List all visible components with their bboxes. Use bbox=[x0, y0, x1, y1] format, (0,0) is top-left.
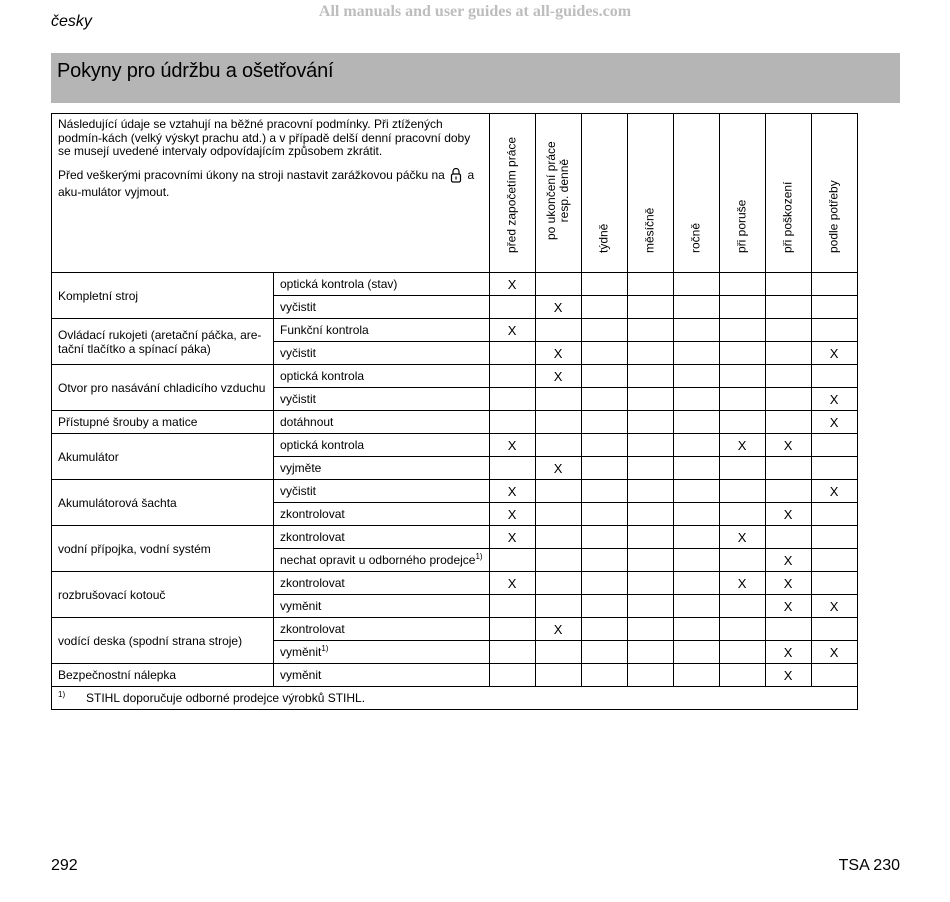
interval-mark-cell: X bbox=[719, 434, 765, 457]
header-row bbox=[52, 114, 858, 273]
action-text: dotáhnout bbox=[280, 415, 334, 429]
interval-column-header bbox=[535, 114, 581, 273]
interval-mark-cell: X bbox=[765, 572, 811, 595]
page-number: 292 bbox=[51, 857, 78, 874]
interval-mark-cell bbox=[535, 641, 581, 664]
interval-header-line: týdně bbox=[596, 223, 611, 253]
interval-mark-cell bbox=[811, 365, 857, 388]
action-cell bbox=[274, 641, 490, 664]
interval-mark-cell bbox=[489, 296, 535, 319]
interval-mark-cell: X bbox=[489, 526, 535, 549]
action-text: optická kontrola bbox=[280, 438, 365, 452]
table-row bbox=[52, 526, 858, 549]
interval-mark-cell bbox=[535, 480, 581, 503]
interval-mark-cell bbox=[535, 526, 581, 549]
interval-mark-cell bbox=[627, 319, 673, 342]
interval-mark-cell bbox=[765, 296, 811, 319]
action-cell bbox=[274, 664, 490, 687]
interval-mark-cell bbox=[627, 595, 673, 618]
interval-mark-cell: X bbox=[765, 595, 811, 618]
interval-mark-cell bbox=[627, 480, 673, 503]
interval-header-text bbox=[828, 180, 841, 253]
intro-paragraph-1: Následující údaje se vztahují na běžné pracovní podmínky. Při ztížených podmín-kách (velký výskyt prachu atd.) a v případě delší denní pracovní doby se musejí uvedené intervaly odpovídajícím způsobem zkrátit. bbox=[58, 117, 471, 158]
action-cell bbox=[274, 480, 490, 503]
interval-mark-cell bbox=[811, 319, 857, 342]
interval-mark-cell bbox=[673, 388, 719, 411]
component-cell: Ovládací rukojeti (aretační páčka, are-tační tlačítko a spínací páka) bbox=[52, 319, 274, 365]
interval-mark-cell bbox=[811, 296, 857, 319]
action-text: Funkční kontrola bbox=[280, 323, 369, 337]
action-text: zkontrolovat bbox=[280, 576, 345, 590]
interval-mark-cell bbox=[811, 434, 857, 457]
interval-mark-cell bbox=[673, 595, 719, 618]
action-cell bbox=[274, 273, 490, 296]
interval-mark-cell bbox=[765, 480, 811, 503]
interval-mark-cell bbox=[765, 388, 811, 411]
component-cell: Kompletní stroj bbox=[52, 273, 274, 319]
interval-mark-cell bbox=[719, 457, 765, 480]
interval-header-text bbox=[644, 208, 657, 253]
interval-mark-cell bbox=[627, 411, 673, 434]
interval-mark-cell: X bbox=[535, 365, 581, 388]
interval-mark-cell bbox=[627, 526, 673, 549]
interval-mark-cell: X bbox=[765, 664, 811, 687]
interval-mark-cell bbox=[581, 457, 627, 480]
interval-mark-cell bbox=[673, 365, 719, 388]
interval-header-line: po ukončení práce bbox=[544, 141, 559, 240]
interval-mark-cell bbox=[627, 342, 673, 365]
action-text: vyčistit bbox=[280, 484, 316, 498]
interval-mark-cell bbox=[627, 457, 673, 480]
interval-column-header bbox=[489, 114, 535, 273]
interval-mark-cell: X bbox=[811, 480, 857, 503]
interval-mark-cell bbox=[765, 342, 811, 365]
interval-mark-cell: X bbox=[489, 273, 535, 296]
interval-mark-cell bbox=[673, 503, 719, 526]
interval-mark-cell: X bbox=[535, 342, 581, 365]
interval-mark-cell: X bbox=[719, 572, 765, 595]
interval-mark-cell bbox=[581, 572, 627, 595]
interval-mark-cell bbox=[673, 526, 719, 549]
interval-mark-cell bbox=[765, 457, 811, 480]
action-text: vyměnit bbox=[280, 599, 322, 613]
interval-mark-cell bbox=[673, 273, 719, 296]
action-cell bbox=[274, 342, 490, 365]
interval-mark-cell bbox=[535, 549, 581, 572]
action-cell bbox=[274, 595, 490, 618]
interval-mark-cell bbox=[489, 365, 535, 388]
table-row bbox=[52, 411, 858, 434]
action-text: vyčistit bbox=[280, 392, 316, 406]
action-text: vyčistit bbox=[280, 346, 316, 360]
interval-mark-cell bbox=[811, 618, 857, 641]
interval-mark-cell bbox=[673, 342, 719, 365]
page-title: Pokyny pro údržbu a ošetřování bbox=[57, 60, 334, 82]
interval-mark-cell bbox=[811, 503, 857, 526]
action-text: zkontrolovat bbox=[280, 622, 345, 636]
interval-header-line: podle potřeby bbox=[826, 180, 841, 253]
table-row bbox=[52, 273, 858, 296]
footnote-ref: 1) bbox=[321, 644, 329, 653]
interval-mark-cell bbox=[765, 365, 811, 388]
interval-mark-cell: X bbox=[535, 296, 581, 319]
interval-mark-cell bbox=[489, 664, 535, 687]
maintenance-table bbox=[51, 113, 858, 710]
action-cell bbox=[274, 296, 490, 319]
action-text: optická kontrola bbox=[280, 369, 365, 383]
action-text: vyčistit bbox=[280, 300, 316, 314]
table-row bbox=[52, 480, 858, 503]
interval-mark-cell: X bbox=[765, 503, 811, 526]
interval-mark-cell bbox=[581, 388, 627, 411]
action-cell bbox=[274, 526, 490, 549]
interval-mark-cell bbox=[811, 526, 857, 549]
intro-paragraph-2: Před veškerými pracovními úkony na stroji nastavit zarážkovou páčku na a aku-mulátor vyjmout. bbox=[58, 167, 475, 199]
interval-mark-cell: X bbox=[811, 595, 857, 618]
interval-column-header bbox=[627, 114, 673, 273]
interval-mark-cell bbox=[489, 549, 535, 572]
interval-mark-cell bbox=[581, 549, 627, 572]
interval-header-line: před započetím práce bbox=[504, 136, 519, 253]
language-label: česky bbox=[51, 13, 92, 30]
table-row bbox=[52, 434, 858, 457]
intro-cell bbox=[52, 114, 490, 273]
interval-column-header bbox=[811, 114, 857, 273]
title-bar bbox=[51, 53, 900, 103]
interval-mark-cell bbox=[673, 457, 719, 480]
interval-mark-cell: X bbox=[765, 434, 811, 457]
interval-mark-cell bbox=[581, 296, 627, 319]
interval-header-line: měsíčně bbox=[642, 207, 657, 253]
interval-mark-cell bbox=[765, 526, 811, 549]
interval-mark-cell bbox=[811, 457, 857, 480]
interval-mark-cell bbox=[581, 480, 627, 503]
interval-mark-cell bbox=[535, 572, 581, 595]
interval-mark-cell bbox=[535, 434, 581, 457]
interval-mark-cell bbox=[673, 572, 719, 595]
interval-mark-cell bbox=[489, 388, 535, 411]
interval-mark-cell bbox=[719, 411, 765, 434]
interval-mark-cell bbox=[535, 319, 581, 342]
component-cell: Bezpečnostní nálepka bbox=[52, 664, 274, 687]
action-text: vyjměte bbox=[280, 461, 322, 475]
interval-mark-cell bbox=[765, 618, 811, 641]
action-cell bbox=[274, 618, 490, 641]
interval-mark-cell: X bbox=[535, 618, 581, 641]
interval-mark-cell bbox=[673, 296, 719, 319]
interval-mark-cell bbox=[535, 411, 581, 434]
interval-mark-cell: X bbox=[489, 503, 535, 526]
interval-mark-cell bbox=[535, 595, 581, 618]
padlock-icon bbox=[450, 167, 462, 187]
interval-mark-cell: X bbox=[811, 641, 857, 664]
interval-mark-cell bbox=[627, 549, 673, 572]
interval-mark-cell bbox=[581, 664, 627, 687]
model-name: TSA 230 bbox=[838, 857, 900, 874]
interval-mark-cell bbox=[719, 365, 765, 388]
interval-mark-cell bbox=[581, 618, 627, 641]
interval-mark-cell bbox=[581, 503, 627, 526]
interval-mark-cell bbox=[489, 411, 535, 434]
action-text: nechat opravit u odborného prodejce bbox=[280, 553, 476, 567]
interval-mark-cell bbox=[627, 365, 673, 388]
interval-header-line: ročně bbox=[688, 222, 703, 253]
interval-mark-cell bbox=[581, 595, 627, 618]
action-cell bbox=[274, 457, 490, 480]
interval-mark-cell bbox=[627, 273, 673, 296]
interval-mark-cell bbox=[673, 480, 719, 503]
interval-mark-cell: X bbox=[765, 641, 811, 664]
interval-mark-cell: X bbox=[811, 388, 857, 411]
action-cell bbox=[274, 572, 490, 595]
interval-mark-cell bbox=[673, 549, 719, 572]
action-cell bbox=[274, 434, 490, 457]
interval-mark-cell bbox=[581, 273, 627, 296]
interval-mark-cell bbox=[673, 319, 719, 342]
interval-mark-cell: X bbox=[811, 342, 857, 365]
watermark: All manuals and user guides at all-guides.com bbox=[318, 3, 632, 20]
interval-mark-cell bbox=[581, 434, 627, 457]
interval-header-text bbox=[782, 182, 795, 253]
interval-header-text bbox=[545, 141, 571, 240]
action-text: zkontrolovat bbox=[280, 507, 345, 521]
interval-mark-cell bbox=[765, 411, 811, 434]
interval-mark-cell bbox=[673, 411, 719, 434]
interval-mark-cell bbox=[581, 365, 627, 388]
interval-mark-cell bbox=[627, 388, 673, 411]
interval-column-header bbox=[719, 114, 765, 273]
action-cell bbox=[274, 365, 490, 388]
interval-mark-cell: X bbox=[489, 434, 535, 457]
action-text: zkontrolovat bbox=[280, 530, 345, 544]
component-cell: Akumulátorová šachta bbox=[52, 480, 274, 526]
interval-mark-cell bbox=[673, 664, 719, 687]
interval-mark-cell bbox=[627, 641, 673, 664]
interval-header-line: při poruše bbox=[734, 199, 749, 253]
interval-mark-cell bbox=[673, 618, 719, 641]
interval-mark-cell bbox=[811, 572, 857, 595]
interval-mark-cell bbox=[811, 664, 857, 687]
interval-mark-cell bbox=[811, 549, 857, 572]
interval-header-line: resp. denně bbox=[557, 158, 572, 223]
interval-mark-cell bbox=[765, 273, 811, 296]
component-cell: Akumulátor bbox=[52, 434, 274, 480]
interval-mark-cell bbox=[719, 618, 765, 641]
interval-mark-cell bbox=[581, 526, 627, 549]
interval-mark-cell bbox=[673, 641, 719, 664]
action-cell bbox=[274, 549, 490, 572]
interval-mark-cell bbox=[627, 296, 673, 319]
interval-header-text bbox=[506, 137, 519, 253]
interval-mark-cell: X bbox=[811, 411, 857, 434]
interval-mark-cell bbox=[719, 480, 765, 503]
interval-mark-cell bbox=[535, 388, 581, 411]
footnote-cell: $^{1)}$ STIHL doporučuje odborné prodejce výrobků STIHL. bbox=[52, 687, 858, 710]
interval-mark-cell bbox=[627, 664, 673, 687]
interval-mark-cell bbox=[719, 319, 765, 342]
interval-header-text bbox=[736, 200, 749, 253]
interval-header-text bbox=[690, 223, 703, 253]
action-cell bbox=[274, 503, 490, 526]
interval-mark-cell bbox=[581, 411, 627, 434]
interval-mark-cell bbox=[719, 273, 765, 296]
interval-header-line: při poškození bbox=[780, 181, 795, 253]
table-row bbox=[52, 319, 858, 342]
interval-mark-cell bbox=[719, 296, 765, 319]
interval-mark-cell bbox=[719, 342, 765, 365]
interval-column-header bbox=[581, 114, 627, 273]
action-cell bbox=[274, 319, 490, 342]
interval-mark-cell bbox=[489, 618, 535, 641]
interval-mark-cell bbox=[765, 319, 811, 342]
interval-mark-cell bbox=[719, 664, 765, 687]
interval-column-header bbox=[765, 114, 811, 273]
interval-mark-cell: X bbox=[765, 549, 811, 572]
interval-column-header bbox=[673, 114, 719, 273]
action-cell bbox=[274, 388, 490, 411]
interval-mark-cell bbox=[719, 549, 765, 572]
component-cell: Přístupné šrouby a matice bbox=[52, 411, 274, 434]
table-row bbox=[52, 572, 858, 595]
action-text: optická kontrola (stav) bbox=[280, 277, 398, 291]
interval-mark-cell bbox=[535, 503, 581, 526]
footnote-ref: 1) bbox=[475, 552, 483, 561]
interval-mark-cell bbox=[489, 342, 535, 365]
interval-mark-cell bbox=[719, 388, 765, 411]
footnote-text: STIHL doporučuje odborné prodejce výrobků STIHL. bbox=[86, 691, 366, 705]
action-text: vyměnit bbox=[280, 668, 322, 682]
interval-mark-cell: X bbox=[489, 319, 535, 342]
interval-mark-cell bbox=[489, 595, 535, 618]
interval-mark-cell bbox=[627, 503, 673, 526]
interval-mark-cell: X bbox=[719, 526, 765, 549]
interval-mark-cell bbox=[581, 342, 627, 365]
table-row bbox=[52, 365, 858, 388]
table-row bbox=[52, 618, 858, 641]
interval-header-text bbox=[598, 224, 611, 253]
interval-mark-cell bbox=[489, 457, 535, 480]
component-cell: vodní přípojka, vodní systém bbox=[52, 526, 274, 572]
interval-mark-cell bbox=[627, 572, 673, 595]
interval-mark-cell bbox=[627, 434, 673, 457]
interval-mark-cell bbox=[811, 273, 857, 296]
interval-mark-cell bbox=[535, 664, 581, 687]
interval-mark-cell: X bbox=[489, 480, 535, 503]
interval-mark-cell bbox=[581, 319, 627, 342]
component-cell: rozbrušovací kotouč bbox=[52, 572, 274, 618]
table-row bbox=[52, 664, 858, 687]
component-cell: Otvor pro nasávání chladicího vzduchu bbox=[52, 365, 274, 411]
action-text: vyměnit bbox=[280, 645, 322, 659]
interval-mark-cell bbox=[489, 641, 535, 664]
action-cell bbox=[274, 411, 490, 434]
footnote-row bbox=[52, 687, 858, 710]
interval-mark-cell bbox=[535, 273, 581, 296]
interval-mark-cell bbox=[719, 641, 765, 664]
interval-mark-cell bbox=[627, 618, 673, 641]
interval-mark-cell bbox=[719, 595, 765, 618]
interval-mark-cell bbox=[673, 434, 719, 457]
interval-mark-cell: X bbox=[489, 572, 535, 595]
component-cell: vodící deska (spodní strana stroje) bbox=[52, 618, 274, 664]
interval-mark-cell: X bbox=[535, 457, 581, 480]
interval-mark-cell bbox=[719, 503, 765, 526]
interval-mark-cell bbox=[581, 641, 627, 664]
